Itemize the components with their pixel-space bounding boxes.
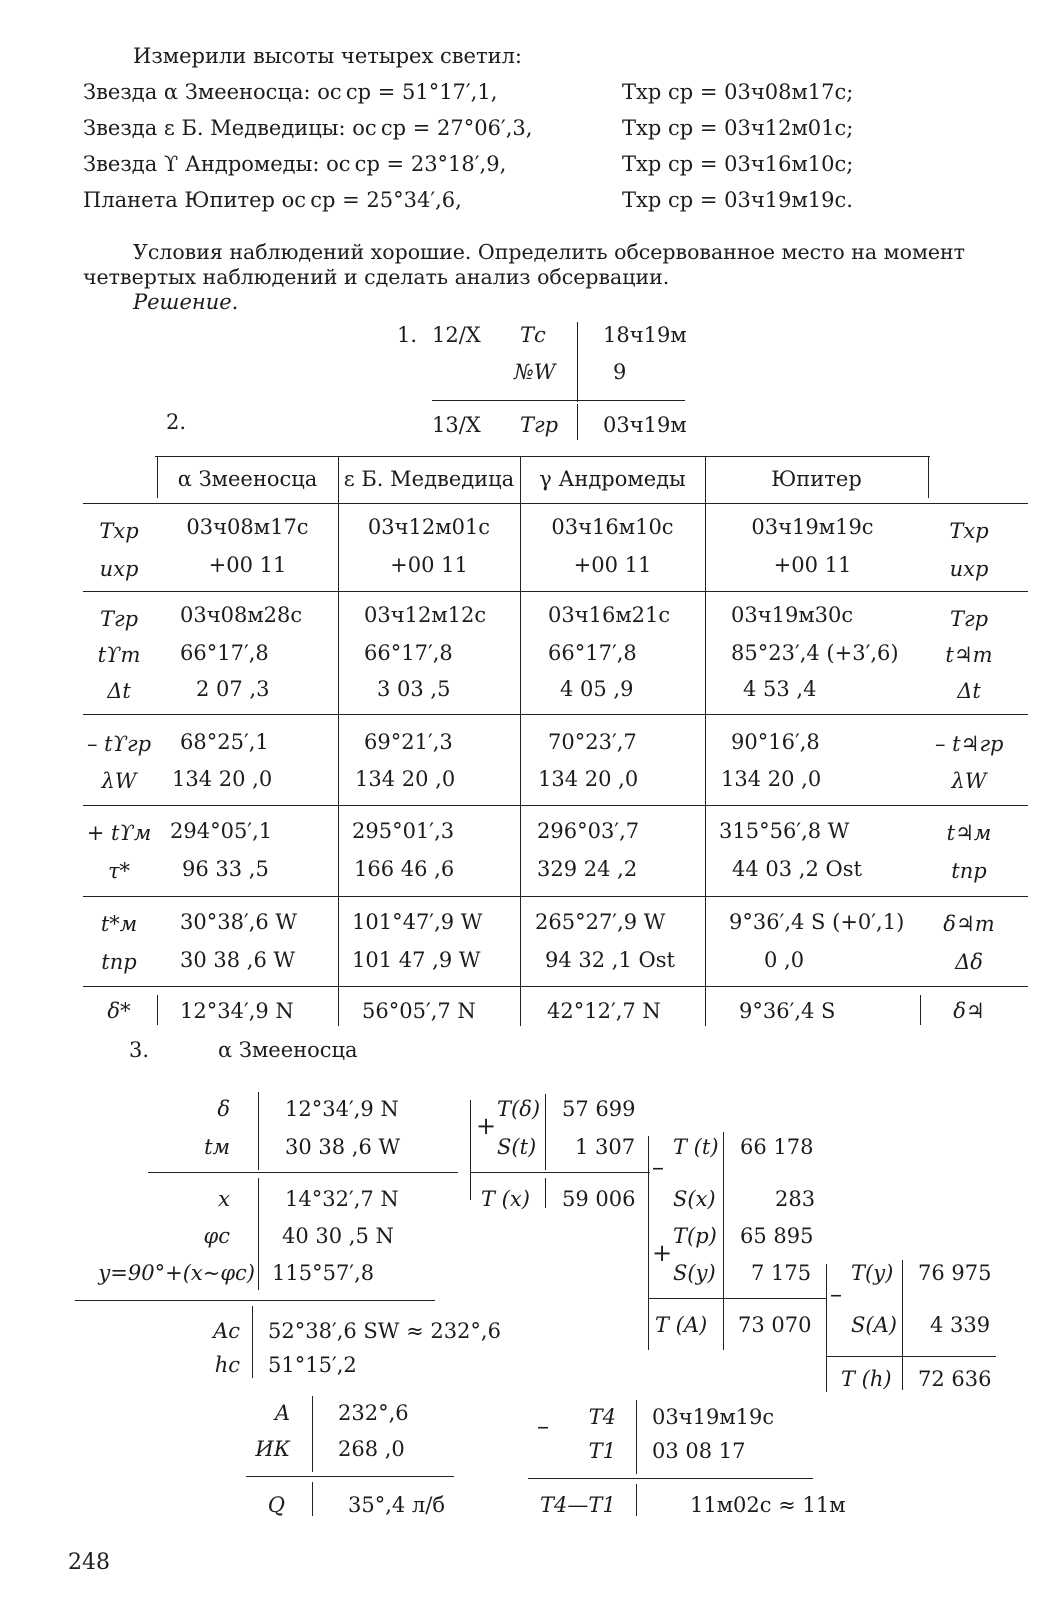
table-cell: 03ч12м01с: [367, 515, 491, 539]
row-label-right: λW: [951, 769, 987, 793]
log-divider: [545, 1094, 546, 1170]
log-divider: [826, 1264, 827, 1392]
log-value: 57 699: [562, 1097, 636, 1121]
row-label: δ*: [107, 999, 131, 1023]
log-divider: [545, 1178, 546, 1208]
bearing-label: Q: [267, 1493, 285, 1517]
table-rule: [83, 503, 1028, 504]
intro-row-left: Звезда α Змееносца: ос ср = 51°17′,1,: [83, 80, 498, 104]
row-label-right: Δt: [957, 679, 981, 703]
table-cell: 315°56′,8 W: [719, 819, 850, 843]
table-cell: 03ч16м21с: [548, 603, 671, 627]
table-divider: [920, 995, 921, 1025]
table-cell: 0 ,0: [764, 948, 805, 972]
calc-value: 14°32′,7 N: [285, 1187, 399, 1211]
calc-label: y=90°+(x∼φс): [98, 1261, 255, 1285]
table-cell: +00 11: [573, 553, 652, 577]
log-value: 7 175: [751, 1261, 812, 1285]
log-label: S(y): [673, 1261, 716, 1285]
table-cell: 134 20 ,0: [538, 767, 639, 791]
table-cell: 296°03′,7: [537, 819, 640, 843]
intro-row-right: Tхр ср = 03ч19м19с.: [622, 188, 853, 212]
table-cell: 329 24 ,2: [537, 857, 638, 881]
calc-value: 40 30 ,5 N: [282, 1224, 394, 1248]
bearing-value: 232°,6: [338, 1401, 409, 1425]
table-divider: [157, 995, 158, 1025]
table-rule: [155, 456, 930, 457]
log-divider: [648, 1136, 649, 1350]
intro-row-left: Планета Юпитер ос ср = 25°34′,6,: [83, 188, 462, 212]
page-number: 248: [68, 1550, 110, 1575]
plus-sign: +: [652, 1239, 673, 1267]
calc-label: x: [218, 1187, 230, 1211]
table-cell: 265°27′,9 W: [535, 910, 666, 934]
log-label: T(y): [851, 1261, 894, 1285]
table-cell: 2 07 ,3: [196, 677, 270, 701]
time-label: T4—T1: [540, 1493, 616, 1517]
log-value: 72 636: [918, 1367, 992, 1391]
row-label: Δt: [107, 679, 131, 703]
table-cell: 42°12′,7 N: [547, 999, 661, 1023]
table-cell: 9°36′,4 S (+0′,1): [729, 910, 905, 934]
row-label-right: – t♃гр: [935, 732, 1004, 756]
step-number: 3.: [129, 1038, 150, 1062]
step1-divider: [577, 404, 578, 440]
row-label: Tхр: [99, 519, 139, 543]
time-divider: [636, 1400, 637, 1474]
row-label-right: Δδ: [955, 950, 983, 974]
row-label-right: uхр: [949, 557, 989, 581]
bearing-divider: [312, 1482, 313, 1516]
log-value: 73 070: [738, 1313, 812, 1337]
table-cell: 30 38 ,6 W: [180, 948, 296, 972]
table-cell: 4 53 ,4: [743, 677, 817, 701]
step1-label-nw: №W: [514, 360, 556, 384]
log-value: 1 307: [575, 1135, 636, 1159]
row-label: + tϒм: [86, 821, 152, 845]
step1-label-tc: Tс: [520, 323, 546, 347]
step1-divider: [577, 322, 578, 402]
log-value: 66 178: [740, 1135, 814, 1159]
intro-heading: Измерили высоты четырех светил:: [133, 44, 523, 68]
row-label-right: t♃т: [945, 643, 993, 667]
condition-text: четвертых наблюдений и сделать анализ обсервации.: [83, 265, 670, 289]
log-value: 59 006: [562, 1187, 636, 1211]
row-label: tпр: [101, 950, 137, 974]
log-value: 4 339: [930, 1313, 991, 1337]
calc-divider: [258, 1178, 259, 1290]
time-rule: [528, 1478, 813, 1479]
time-value: 11м02с ≈ 11м: [690, 1493, 846, 1517]
log-label: S(x): [673, 1187, 716, 1211]
step1-rule: [432, 400, 685, 401]
table-cell: 101°47′,9 W: [352, 910, 483, 934]
table-cell: 134 20 ,0: [721, 767, 822, 791]
table-header: α Змееносца: [177, 467, 318, 491]
log-label: S(t): [497, 1135, 537, 1159]
bearing-value: 35°,4 л/б: [348, 1493, 445, 1517]
calc-label: φс: [203, 1224, 230, 1248]
table-rule: [83, 986, 1028, 987]
table-cell: 94 32 ,1 Ost: [545, 948, 675, 972]
table-cell: 101 47 ,9 W: [352, 948, 481, 972]
table-cell: 03ч12м12с: [364, 603, 487, 627]
table-cell: +00 11: [773, 553, 852, 577]
log-rule: [470, 1172, 650, 1173]
time-value: 03ч19м19с: [652, 1405, 775, 1429]
log-divider: [723, 1132, 724, 1350]
table-cell: 294°05′,1: [170, 819, 273, 843]
minus-sign: –: [537, 1412, 549, 1440]
row-label: – tϒгр: [86, 732, 152, 756]
table-cell: 69°21′,3: [364, 730, 453, 754]
intro-row-left: Звезда ε Б. Медведицы: ос ср = 27°06′,3,: [83, 116, 533, 140]
calc-label: Aс: [213, 1319, 240, 1343]
table-cell: 295°01′,3: [352, 819, 455, 843]
time-label: T4: [588, 1405, 616, 1429]
log-label: T(p): [673, 1224, 717, 1248]
log-divider: [902, 1260, 903, 1390]
calc-value: 115°57′,8: [272, 1261, 375, 1285]
row-label: t*м: [100, 912, 138, 936]
table-cell: 03ч08м28с: [180, 603, 303, 627]
row-label-right: Tхр: [949, 519, 989, 543]
bearing-rule: [246, 1476, 454, 1477]
table-cell: 9°36′,4 S: [739, 999, 836, 1023]
intro-row-right: Tхр ср = 03ч12м01с;: [622, 116, 854, 140]
table-cell: 90°16′,8: [731, 730, 820, 754]
row-label: λW: [101, 769, 137, 793]
step1-value-tgr: 03ч19м: [603, 413, 687, 437]
solution-label: Решение.: [133, 290, 239, 314]
table-cell: 03ч19м30с: [731, 603, 854, 627]
table-rule: [83, 896, 1028, 897]
table-cell: +00 11: [390, 553, 468, 577]
table-divider: [928, 456, 929, 498]
row-label-right: δ♃т: [943, 912, 995, 936]
plus-sign: +: [476, 1112, 497, 1140]
table-cell: 4 05 ,9: [560, 677, 634, 701]
table-cell: 70°23′,7: [548, 730, 637, 754]
step-number: 2.: [166, 410, 187, 434]
table-cell: 56°05′,7 N: [362, 999, 476, 1023]
calc-rule: [148, 1172, 458, 1173]
table-cell: 03ч16м10с: [551, 515, 674, 539]
log-label: T(δ): [497, 1097, 541, 1121]
minus-sign: –: [652, 1153, 664, 1181]
time-value: 03 08 17: [652, 1439, 746, 1463]
row-label-right: tпр: [951, 859, 987, 883]
intro-row-right: Tхр ср = 03ч16м10с;: [622, 152, 854, 176]
log-label: T (A): [655, 1313, 708, 1337]
calc-value: 52°38′,6 SW ≈ 232°,6: [268, 1319, 501, 1343]
log-divider: [470, 1100, 471, 1200]
row-label-right: δ♃: [953, 999, 985, 1023]
log-label: T (h): [841, 1367, 892, 1391]
calc-label: tм: [204, 1135, 230, 1159]
table-rule: [83, 714, 1028, 715]
table-cell: 44 03 ,2 Ost: [732, 857, 862, 881]
row-label-right: t♃м: [946, 821, 992, 845]
log-value: 76 975: [918, 1261, 992, 1285]
minus-sign: –: [830, 1280, 842, 1308]
table-rule: [83, 805, 1028, 806]
calc-value: 30 38 ,6 W: [285, 1135, 401, 1159]
table-cell: 03ч19м19с: [751, 515, 874, 539]
row-label: Tгр: [99, 607, 139, 631]
row-label: uхр: [99, 557, 139, 581]
condition-text: Условия наблюдений хорошие. Определить обсервованное место на момент: [133, 240, 966, 264]
table-cell: 66°17′,8: [364, 641, 453, 665]
table-cell: 66°17′,8: [180, 641, 269, 665]
step1-date: 13/X: [432, 413, 481, 437]
calc-label: δ: [217, 1097, 230, 1121]
intro-row-left: Звезда ϒ Андромеды: ос ср = 23°18′,9,: [83, 152, 507, 176]
log-rule: [648, 1298, 826, 1299]
table-cell: +00 11: [208, 553, 287, 577]
table-cell: 3 03 ,5: [377, 677, 451, 701]
calc-rule: [75, 1300, 435, 1301]
log-label: S(A): [851, 1313, 897, 1337]
table-cell: 134 20 ,0: [172, 767, 273, 791]
step1-value-nw: 9: [613, 360, 627, 384]
step1-value-tc: 18ч19м: [603, 323, 687, 347]
bearing-label: A: [274, 1401, 290, 1425]
step1-date: 12/X: [432, 323, 481, 347]
time-label: T1: [588, 1439, 616, 1463]
table-cell: 134 20 ,0: [355, 767, 456, 791]
bearing-divider: [312, 1396, 313, 1472]
table-cell: 68°25′,1: [180, 730, 269, 754]
table-rule: [83, 591, 1028, 592]
calc-value: 12°34′,9 N: [285, 1097, 399, 1121]
table-header: ε Б. Медведица: [343, 467, 515, 491]
table-cell: 03ч08м17с: [186, 515, 309, 539]
table-header: Юпитер: [771, 467, 862, 491]
table-cell: 166 46 ,6: [354, 857, 455, 881]
row-label: tϒт: [97, 643, 141, 667]
step1-label-tgr: Tгр: [520, 413, 559, 437]
table-cell: 66°17′,8: [548, 641, 637, 665]
log-value: 65 895: [740, 1224, 814, 1248]
calc-divider: [252, 1306, 253, 1378]
bearing-value: 268 ,0: [338, 1437, 405, 1461]
table-cell: 30°38′,6 W: [180, 910, 298, 934]
calc-label: hс: [214, 1353, 240, 1377]
table-cell: 85°23′,4 (+3′,6): [731, 641, 899, 665]
step3-title: α Змееносца: [218, 1038, 358, 1062]
calc-divider: [258, 1092, 259, 1170]
row-label: τ*: [107, 859, 131, 883]
log-rule: [826, 1356, 996, 1357]
log-label: T (x): [481, 1187, 530, 1211]
table-cell: 12°34′,9 N: [180, 999, 294, 1023]
table-header: γ Андромеды: [539, 467, 686, 491]
step-number: 1.: [397, 323, 418, 347]
intro-row-right: Tхр ср = 03ч08м17с;: [622, 80, 854, 104]
log-label: T (t): [673, 1135, 719, 1159]
log-value: 283: [775, 1187, 816, 1211]
row-label-right: Tгр: [949, 607, 989, 631]
calc-value: 51°15′,2: [268, 1353, 357, 1377]
table-cell: 96 33 ,5: [182, 857, 269, 881]
time-divider: [636, 1484, 637, 1516]
bearing-label: ИК: [255, 1437, 290, 1461]
